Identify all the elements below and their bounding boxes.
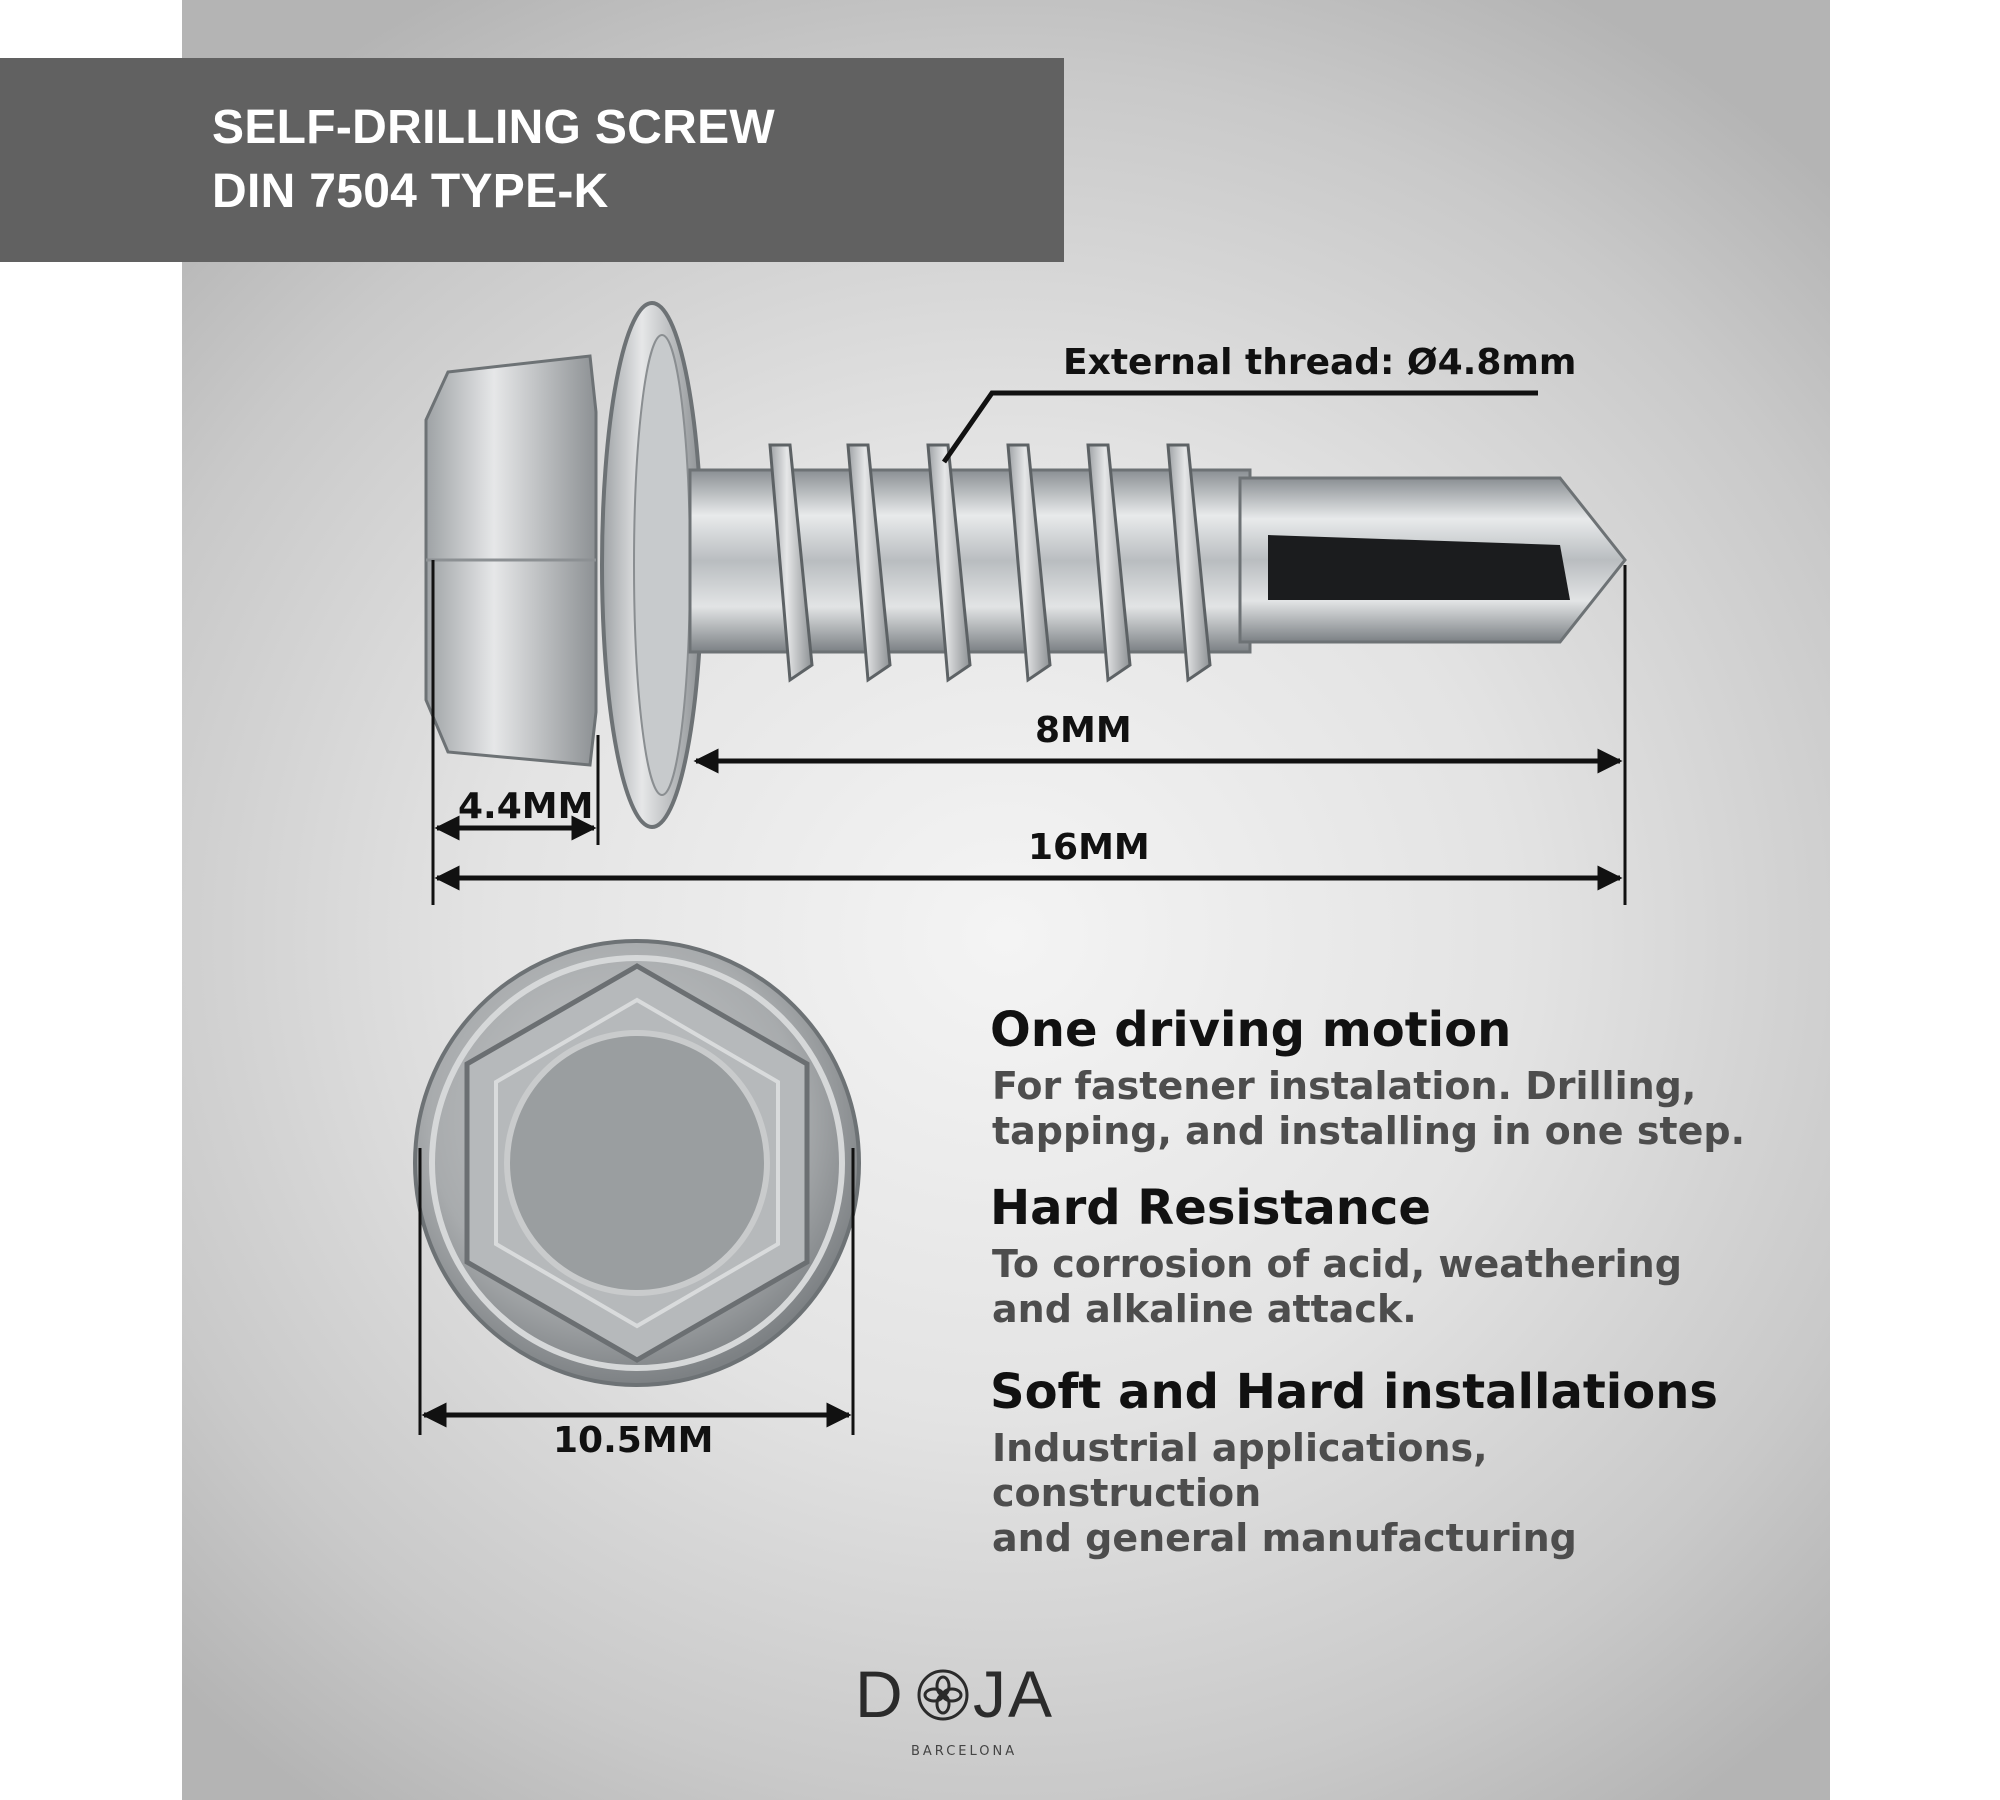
thread-label: External thread: Ø4.8mm (1063, 342, 1577, 383)
shank-length-label: 8MM (1035, 710, 1132, 751)
drill-flute (1268, 535, 1570, 600)
brand-logo-mark (855, 1655, 1080, 1765)
feature-title-1: One driving motion (990, 1002, 1512, 1058)
feature-desc-1-line2: tapping, and installing in one step. (992, 1109, 1746, 1153)
brand-city: BARCELONA (911, 1744, 1018, 1759)
brand-letter-d: D (855, 1657, 905, 1731)
head-height-label: 4.4MM (458, 786, 594, 827)
flower-icon (919, 1671, 967, 1719)
feature-desc-2 (992, 1242, 1752, 1332)
total-length-label: 16MM (1028, 827, 1150, 868)
brand-letters-ja: JA (973, 1657, 1055, 1731)
feature-desc-1 (992, 1064, 1752, 1154)
head-top-view (415, 941, 859, 1385)
product-title-line1: SELF-DRILLING SCREW (212, 101, 775, 154)
feature-desc-3-line1: Industrial applications, construction (992, 1426, 1488, 1515)
head-diameter-label: 10.5MM (553, 1420, 714, 1461)
product-title-line2: DIN 7504 TYPE-K (212, 165, 609, 218)
feature-desc-2-line2: and alkaline attack. (992, 1287, 1417, 1331)
thread-leader-line (944, 393, 1538, 462)
feature-desc-3-line2: and general manufacturing (992, 1516, 1577, 1560)
feature-desc-3 (992, 1426, 1752, 1561)
feature-title-3: Soft and Hard installations (990, 1364, 1718, 1420)
feature-desc-2-line1: To corrosion of acid, weathering (992, 1242, 1682, 1286)
feature-desc-1-line1: For fastener instalation. Drilling, (992, 1064, 1697, 1108)
brand-logo (855, 1655, 1080, 1765)
feature-title-2: Hard Resistance (990, 1180, 1431, 1236)
